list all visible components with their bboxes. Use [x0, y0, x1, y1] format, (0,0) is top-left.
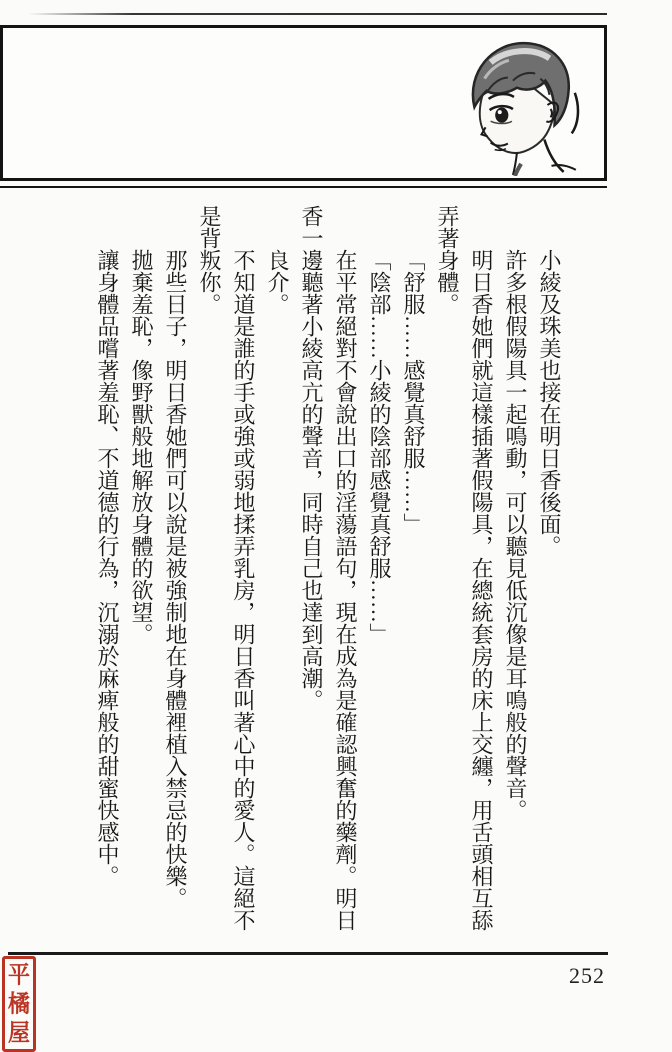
- paragraph: 良介。: [265, 249, 290, 315]
- header-illustration-box: [0, 25, 607, 181]
- vertical-text-block: [90, 205, 566, 943]
- seal-character: 平: [7, 961, 30, 988]
- paragraph-dialogue: 「舒服……感覺真舒服……」: [401, 249, 426, 535]
- paragraph: 不知道是誰的手或強或弱地揉弄乳房，明日香叫著心中的愛人。這絕不是背叛你。: [197, 205, 256, 931]
- illustration-box-underline: [0, 186, 607, 188]
- paragraph: 那些日子，明日香她們可以說是被強制地在身體裡植入禁忌的快樂。: [163, 249, 188, 909]
- paragraph: 拋棄羞恥，像野獸般地解放身體的欲望。: [129, 249, 154, 645]
- seal-character: 屋: [7, 1018, 30, 1046]
- paragraph: 小綾及珠美也接在明日香後面。: [537, 249, 562, 557]
- publisher-seal: [2, 956, 36, 1052]
- paragraph: 讓身體品嚐著羞恥、不道德的行為，沉溺於麻痺般的甜蜜快感中。: [95, 249, 120, 887]
- page-top-rule: [28, 13, 607, 15]
- paragraph: 在平常絕對不會說出口的淫蕩語句，現在成為是確認興奮的藥劑。明日香一邊聽著小綾高亢的聲音，同時自己也達到高潮。: [299, 205, 358, 931]
- paragraph-dialogue: 「陰部……小綾的陰部感覺真舒服……」: [367, 249, 392, 645]
- seal-character: 橘: [7, 990, 30, 1017]
- page-number: 252: [569, 963, 605, 988]
- paragraph: 明日香她們就這樣插著假陽具，在總統套房的床上交纏，用舌頭相互舔弄著身體。: [435, 205, 494, 931]
- paragraph: 許多根假陽具一起鳴動，可以聽見低沉像是耳鳴般的聲音。: [503, 249, 528, 821]
- character-face-illustration: [446, 34, 588, 176]
- footer-rule: [8, 952, 608, 955]
